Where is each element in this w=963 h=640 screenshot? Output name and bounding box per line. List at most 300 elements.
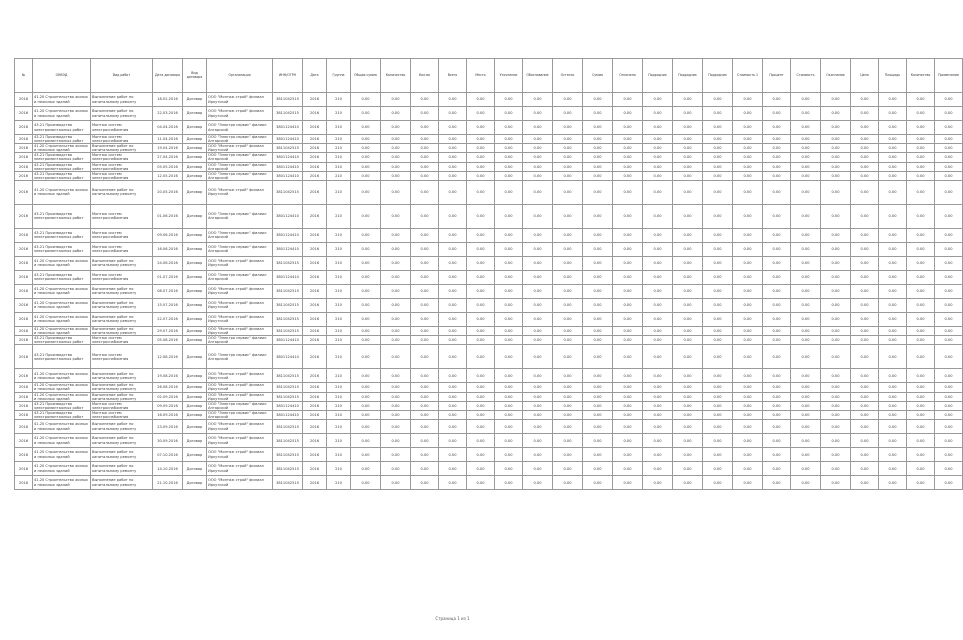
table-cell: Договор xyxy=(183,345,207,369)
table-cell: 0.00 xyxy=(613,93,643,107)
table-cell: 0.00 xyxy=(351,401,381,410)
table-cell: 0.00 xyxy=(643,121,673,135)
table-cell: 0.00 xyxy=(851,448,879,462)
table-cell: 0.00 xyxy=(583,171,613,180)
table-cell: 0.00 xyxy=(643,153,673,162)
table-cell: 0.00 xyxy=(851,256,879,270)
table-cell: 0.00 xyxy=(907,410,935,419)
table-cell: 0.00 xyxy=(495,345,523,369)
table-cell: 0.00 xyxy=(351,204,381,228)
table-cell: 210 xyxy=(327,326,351,335)
table-cell: 0.00 xyxy=(703,228,733,242)
table-cell: 0.00 xyxy=(907,312,935,326)
table-cell: 0.00 xyxy=(553,135,583,144)
table-cell: 0.00 xyxy=(935,420,963,434)
table-cell: 0.00 xyxy=(703,312,733,326)
table-cell: 2016 xyxy=(303,410,327,419)
table-cell: 0.00 xyxy=(583,448,613,462)
table-cell: Выполнение работ по капитальному ремонту xyxy=(91,298,153,312)
table-cell: 43.21 Производство электромонтажных работ xyxy=(33,153,91,162)
table-cell: 0.00 xyxy=(439,135,467,144)
table-cell: 0.00 xyxy=(583,392,613,401)
table-cell: 0.00 xyxy=(613,383,643,392)
table-cell: 0.00 xyxy=(673,171,703,180)
table-cell: 0.00 xyxy=(495,401,523,410)
table-cell: 0.00 xyxy=(673,204,703,228)
table-cell: 0.00 xyxy=(821,204,851,228)
table-cell: ООО "Монтаж строй" филиал Иркутский xyxy=(207,462,273,476)
table-cell: 0.00 xyxy=(553,144,583,153)
table-cell: 0.00 xyxy=(495,242,523,256)
table-cell: Монтаж систем электроснабжения xyxy=(91,228,153,242)
table-row xyxy=(15,153,963,162)
column-header: Группа xyxy=(327,59,351,93)
table-cell: 0.00 xyxy=(439,336,467,345)
table-cell: 0.00 xyxy=(411,336,439,345)
column-header: Подрядчик xyxy=(643,59,673,93)
table-cell: 0.00 xyxy=(411,345,439,369)
table-cell: 0.00 xyxy=(411,256,439,270)
table-cell: 0.00 xyxy=(907,171,935,180)
table-row xyxy=(15,93,963,107)
table-cell: 0.00 xyxy=(523,144,553,153)
table-cell: 0.00 xyxy=(821,298,851,312)
table-cell: 2016 xyxy=(303,93,327,107)
table-cell: 210 xyxy=(327,162,351,171)
table-cell: 0.00 xyxy=(821,369,851,383)
table-cell: ООО "Электро сервис" филиал Ангарский xyxy=(207,135,273,144)
table-cell: 0.00 xyxy=(763,153,791,162)
column-header: Оплачено xyxy=(613,59,643,93)
table-cell: 0.00 xyxy=(763,162,791,171)
table-cell: Монтаж систем электроснабжения xyxy=(91,171,153,180)
table-cell: 0.00 xyxy=(935,284,963,298)
table-cell: 0.00 xyxy=(583,434,613,448)
table-cell: 0.00 xyxy=(703,369,733,383)
table-cell: 0.00 xyxy=(791,121,821,135)
table-cell: 0.00 xyxy=(643,135,673,144)
table-cell: 0.00 xyxy=(733,434,763,448)
table-cell: 0.00 xyxy=(851,93,879,107)
table-cell: 0.00 xyxy=(673,135,703,144)
table-cell: 0.00 xyxy=(495,410,523,419)
table-row xyxy=(15,144,963,153)
table-cell: 0.00 xyxy=(935,242,963,256)
table-row xyxy=(15,410,963,419)
table-cell: 0.00 xyxy=(733,392,763,401)
table-cell: 0.00 xyxy=(935,180,963,204)
table-cell: 0.00 xyxy=(643,144,673,153)
table-cell: 210 xyxy=(327,462,351,476)
table-cell: ООО "Монтаж строй" филиал Иркутский xyxy=(207,107,273,121)
table-cell: 0.00 xyxy=(821,420,851,434)
table-cell: 0.00 xyxy=(703,121,733,135)
table-cell: 0.00 xyxy=(935,462,963,476)
table-cell: 0.00 xyxy=(879,298,907,312)
table-cell: 0.00 xyxy=(879,448,907,462)
table-cell: 0.00 xyxy=(879,383,907,392)
table-cell: 0.00 xyxy=(935,228,963,242)
table-cell: 0.00 xyxy=(467,144,495,153)
table-cell: 0.00 xyxy=(495,284,523,298)
table-cell: 43.21 Производство электромонтажных работ xyxy=(33,345,91,369)
table-cell: 0.00 xyxy=(411,144,439,153)
table-cell: 0.00 xyxy=(643,298,673,312)
table-cell: 0.00 xyxy=(439,369,467,383)
table-cell: 0.00 xyxy=(381,93,411,107)
table-cell: 0.00 xyxy=(821,336,851,345)
table-cell: 0.00 xyxy=(791,144,821,153)
table-cell: 0.00 xyxy=(351,93,381,107)
table-cell: 0.00 xyxy=(851,242,879,256)
table-cell: 0.00 xyxy=(411,270,439,284)
table-cell: 210 xyxy=(327,180,351,204)
table-cell: 19.08.2016 xyxy=(153,369,183,383)
table-cell: 210 xyxy=(327,401,351,410)
table-cell: 0.00 xyxy=(495,135,523,144)
table-cell: 2016 xyxy=(303,121,327,135)
table-cell: 43.21 Производство электромонтажных работ xyxy=(33,401,91,410)
table-cell: 0.00 xyxy=(879,93,907,107)
table-cell: Договор xyxy=(183,228,207,242)
table-cell: 0.00 xyxy=(583,256,613,270)
table-cell: 43.21 Производство электромонтажных работ xyxy=(33,410,91,419)
table-cell: 0.00 xyxy=(763,420,791,434)
table-cell: 0.00 xyxy=(381,392,411,401)
table-cell: 3801124410 xyxy=(273,121,303,135)
table-cell: 0.00 xyxy=(439,180,467,204)
table-cell: 0.00 xyxy=(703,135,733,144)
table-cell: 0.00 xyxy=(523,462,553,476)
table-cell: 0.00 xyxy=(381,162,411,171)
table-cell: 0.00 xyxy=(411,180,439,204)
table-cell: 0.00 xyxy=(411,392,439,401)
table-cell: ООО "Электро сервис" филиал Ангарский xyxy=(207,242,273,256)
table-cell: 0.00 xyxy=(523,162,553,171)
table-cell: 0.00 xyxy=(495,153,523,162)
table-cell: 0.00 xyxy=(439,312,467,326)
table-cell: ООО "Электро сервис" филиал Ангарский xyxy=(207,171,273,180)
table-cell: 0.00 xyxy=(351,180,381,204)
table-cell: 0.00 xyxy=(791,153,821,162)
table-cell: Договор xyxy=(183,434,207,448)
table-cell: 0.00 xyxy=(763,121,791,135)
table-cell: 0.00 xyxy=(613,180,643,204)
table-cell: 0.00 xyxy=(523,256,553,270)
table-cell: 0.00 xyxy=(613,345,643,369)
table-cell: 210 xyxy=(327,204,351,228)
table-cell: 0.00 xyxy=(495,462,523,476)
table-cell: 0.00 xyxy=(791,256,821,270)
table-cell: 0.00 xyxy=(821,93,851,107)
table-cell: 0.00 xyxy=(613,121,643,135)
table-cell: 3801124410 xyxy=(273,135,303,144)
table-cell: 0.00 xyxy=(851,462,879,476)
table-cell: 0.00 xyxy=(495,420,523,434)
table-cell: 0.00 xyxy=(351,270,381,284)
table-cell: ООО "Монтаж строй" филиал Иркутский xyxy=(207,298,273,312)
table-cell: 0.00 xyxy=(411,401,439,410)
table-cell: 2016 xyxy=(303,448,327,462)
table-cell: 41.20 Строительство жилых и нежилых зданий xyxy=(33,420,91,434)
table-cell: 0.00 xyxy=(935,121,963,135)
table-cell: 2016 xyxy=(15,298,33,312)
table-cell: 0.00 xyxy=(907,434,935,448)
table-cell: 3811042515 xyxy=(273,448,303,462)
table-row xyxy=(15,121,963,135)
table-cell: 0.00 xyxy=(381,369,411,383)
table-cell: 0.00 xyxy=(439,228,467,242)
table-row xyxy=(15,434,963,448)
table-cell: 0.00 xyxy=(935,476,963,490)
table-cell: 3811042515 xyxy=(273,434,303,448)
table-cell: 2016 xyxy=(303,369,327,383)
table-cell: 210 xyxy=(327,93,351,107)
table-cell: 24.06.2016 xyxy=(153,256,183,270)
table-cell: 0.00 xyxy=(763,401,791,410)
table-cell: 0.00 xyxy=(613,298,643,312)
table-cell: 0.00 xyxy=(673,121,703,135)
table-cell: 0.00 xyxy=(879,121,907,135)
column-header: Всего xyxy=(439,59,467,93)
table-cell: 0.00 xyxy=(763,336,791,345)
table-cell: 0.00 xyxy=(553,383,583,392)
table-cell: 0.00 xyxy=(381,180,411,204)
table-cell: 0.00 xyxy=(733,336,763,345)
table-cell: 0.00 xyxy=(553,256,583,270)
table-cell: 0.00 xyxy=(643,410,673,419)
table-cell: 18.02.2016 xyxy=(153,93,183,107)
table-cell: 2016 xyxy=(303,476,327,490)
table-cell: 0.00 xyxy=(495,476,523,490)
table-cell: 0.00 xyxy=(381,326,411,335)
table-cell: 0.00 xyxy=(351,369,381,383)
table-cell: 0.00 xyxy=(467,256,495,270)
table-cell: 0.00 xyxy=(791,462,821,476)
table-cell: 01.06.2016 xyxy=(153,204,183,228)
table-cell: 0.00 xyxy=(411,284,439,298)
table-cell: 0.00 xyxy=(495,270,523,284)
table-cell: 0.00 xyxy=(495,298,523,312)
column-header: Стоимость 1 xyxy=(733,59,763,93)
table-cell: 0.00 xyxy=(583,180,613,204)
table-cell: 2016 xyxy=(303,135,327,144)
table-cell: 0.00 xyxy=(583,345,613,369)
table-cell: 0.00 xyxy=(673,242,703,256)
table-cell: 2016 xyxy=(15,345,33,369)
table-cell: 0.00 xyxy=(791,162,821,171)
table-cell: 0.00 xyxy=(673,383,703,392)
table-cell: 210 xyxy=(327,228,351,242)
table-cell: 210 xyxy=(327,284,351,298)
table-cell: 41.20 Строительство жилых и нежилых зданий xyxy=(33,284,91,298)
table-cell: 3801124410 xyxy=(273,171,303,180)
table-cell: 0.00 xyxy=(851,434,879,448)
table-cell: 12.08.2016 xyxy=(153,345,183,369)
table-cell: 0.00 xyxy=(907,153,935,162)
table-cell: 2016 xyxy=(303,270,327,284)
table-cell: Выполнение работ по капитальному ремонту xyxy=(91,144,153,153)
table-cell: 0.00 xyxy=(613,434,643,448)
table-cell: 2016 xyxy=(303,144,327,153)
table-cell: 27.04.2016 xyxy=(153,153,183,162)
table-cell: 2016 xyxy=(15,204,33,228)
table-cell: 0.00 xyxy=(583,336,613,345)
table-cell: 41.20 Строительство жилых и нежилых зданий xyxy=(33,476,91,490)
table-cell: 0.00 xyxy=(935,448,963,462)
table-cell: 0.00 xyxy=(879,284,907,298)
table-cell: 0.00 xyxy=(763,204,791,228)
table-cell: 0.00 xyxy=(879,135,907,144)
table-cell: 0.00 xyxy=(733,93,763,107)
table-cell: 0.00 xyxy=(673,476,703,490)
table-cell: 0.00 xyxy=(821,462,851,476)
table-cell: 14.10.2016 xyxy=(153,462,183,476)
table-row xyxy=(15,369,963,383)
table-cell: ООО "Электро сервис" филиал Ангарский xyxy=(207,153,273,162)
column-header: Дата договора xyxy=(153,59,183,93)
table-cell: 2016 xyxy=(303,392,327,401)
column-header: Остаток xyxy=(553,59,583,93)
table-cell: 0.00 xyxy=(763,284,791,298)
table-cell: 2016 xyxy=(15,93,33,107)
table-cell: 2016 xyxy=(15,180,33,204)
table-cell: 0.00 xyxy=(879,256,907,270)
table-cell: 0.00 xyxy=(733,107,763,121)
table-cell: 0.00 xyxy=(613,228,643,242)
table-cell: ООО "Электро сервис" филиал Ангарский xyxy=(207,204,273,228)
table-cell: 0.00 xyxy=(673,448,703,462)
table-cell: 0.00 xyxy=(791,270,821,284)
table-cell: 0.00 xyxy=(467,410,495,419)
table-cell: 0.00 xyxy=(411,369,439,383)
table-cell: 0.00 xyxy=(935,369,963,383)
table-cell: 0.00 xyxy=(673,162,703,171)
table-cell: 3811042515 xyxy=(273,284,303,298)
table-cell: 0.00 xyxy=(643,434,673,448)
table-cell: 0.00 xyxy=(467,336,495,345)
table-cell: 0.00 xyxy=(763,93,791,107)
table-cell: 0.00 xyxy=(439,121,467,135)
table-cell: 0.00 xyxy=(613,476,643,490)
table-cell: 0.00 xyxy=(733,162,763,171)
table-cell: ООО "Монтаж строй" филиал Иркутский xyxy=(207,284,273,298)
table-cell: 0.00 xyxy=(791,242,821,256)
table-cell: 0.00 xyxy=(703,204,733,228)
column-header: Подрядчик xyxy=(703,59,733,93)
table-cell: 210 xyxy=(327,270,351,284)
table-cell: 0.00 xyxy=(763,256,791,270)
table-cell: 0.00 xyxy=(381,410,411,419)
table-cell: 2016 xyxy=(15,336,33,345)
table-cell: 0.00 xyxy=(523,383,553,392)
table-cell: 0.00 xyxy=(411,93,439,107)
table-cell: 0.00 xyxy=(495,383,523,392)
table-cell: 0.00 xyxy=(351,107,381,121)
table-cell: 0.00 xyxy=(467,153,495,162)
table-cell: 0.00 xyxy=(351,476,381,490)
table-cell: 0.00 xyxy=(643,162,673,171)
table-cell: 0.00 xyxy=(733,270,763,284)
table-cell: 0.00 xyxy=(523,434,553,448)
table-cell: 0.00 xyxy=(351,326,381,335)
table-cell: 0.00 xyxy=(821,162,851,171)
table-cell: 0.00 xyxy=(411,228,439,242)
table-cell: 0.00 xyxy=(381,256,411,270)
table-cell: 0.00 xyxy=(495,204,523,228)
table-cell: 26.08.2016 xyxy=(153,383,183,392)
table-cell: 0.00 xyxy=(467,326,495,335)
table-cell: 0.00 xyxy=(523,345,553,369)
table-cell: 2016 xyxy=(15,312,33,326)
table-cell: 2016 xyxy=(15,410,33,419)
table-cell: 2016 xyxy=(303,401,327,410)
table-cell: 0.00 xyxy=(439,326,467,335)
table-cell: 0.00 xyxy=(791,434,821,448)
table-cell: 0.00 xyxy=(643,420,673,434)
table-cell: 0.00 xyxy=(553,242,583,256)
table-cell: 0.00 xyxy=(851,476,879,490)
table-cell: 0.00 xyxy=(821,410,851,419)
table-cell: 210 xyxy=(327,121,351,135)
table-cell: 3811042515 xyxy=(273,476,303,490)
table-cell: 0.00 xyxy=(467,162,495,171)
table-cell: 0.00 xyxy=(851,228,879,242)
table-cell: 0.00 xyxy=(673,420,703,434)
table-cell: ООО "Электро сервис" филиал Ангарский xyxy=(207,162,273,171)
table-cell: 2016 xyxy=(303,180,327,204)
table-cell: 0.00 xyxy=(467,345,495,369)
table-cell: 0.00 xyxy=(553,180,583,204)
table-cell: 0.00 xyxy=(467,121,495,135)
table-cell: 210 xyxy=(327,256,351,270)
table-cell: 0.00 xyxy=(935,162,963,171)
table-cell: 0.00 xyxy=(351,228,381,242)
table-cell: 2016 xyxy=(15,448,33,462)
table-cell: 0.00 xyxy=(821,448,851,462)
table-cell: 0.00 xyxy=(935,270,963,284)
column-header: ИНН/ОГРН xyxy=(273,59,303,93)
table-cell: 0.00 xyxy=(613,410,643,419)
table-cell: 0.00 xyxy=(643,336,673,345)
table-cell: 2016 xyxy=(15,434,33,448)
table-cell: 0.00 xyxy=(703,392,733,401)
table-cell: 0.00 xyxy=(411,121,439,135)
table-cell: 0.00 xyxy=(411,383,439,392)
table-cell: 0.00 xyxy=(381,135,411,144)
table-row xyxy=(15,270,963,284)
table-cell: 0.00 xyxy=(733,284,763,298)
table-cell: 0.00 xyxy=(467,270,495,284)
table-cell: 0.00 xyxy=(523,180,553,204)
table-cell: 0.00 xyxy=(935,256,963,270)
table-cell: 0.00 xyxy=(879,153,907,162)
table-cell: 0.00 xyxy=(613,369,643,383)
table-cell: 2016 xyxy=(303,162,327,171)
table-cell: 2016 xyxy=(15,171,33,180)
table-cell: 0.00 xyxy=(907,462,935,476)
table-cell: 0.00 xyxy=(821,242,851,256)
table-cell: 0.00 xyxy=(583,420,613,434)
table-cell: 0.00 xyxy=(613,462,643,476)
table-cell: 11.04.2016 xyxy=(153,135,183,144)
table-cell: Выполнение работ по капитальному ремонту xyxy=(91,462,153,476)
table-cell: 2016 xyxy=(15,121,33,135)
table-cell: 3811042515 xyxy=(273,93,303,107)
table-cell: 0.00 xyxy=(879,476,907,490)
table-row xyxy=(15,171,963,180)
table-cell: 0.00 xyxy=(439,284,467,298)
